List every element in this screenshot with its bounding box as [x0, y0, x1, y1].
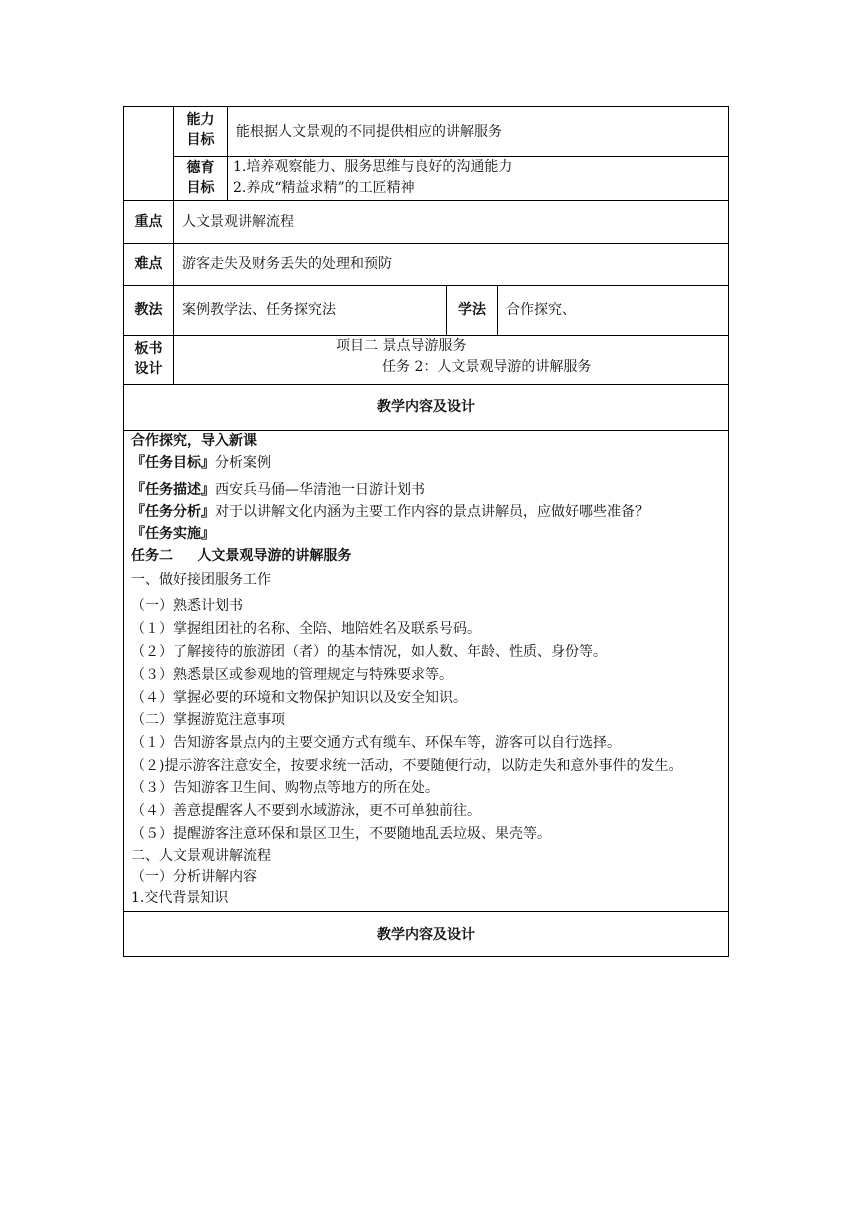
- table-border-right: [728, 106, 729, 957]
- table-border-top: [123, 106, 729, 107]
- content-line: （３）告知游客卫生间、购物点等地方的所在处。: [131, 780, 439, 796]
- content-line: （４）掌握必要的环境和文物保护知识以及安全知识。: [131, 690, 467, 706]
- ability-text: 能根据人文景观的不同提供相应的讲解服务: [236, 124, 502, 140]
- task-desc-line: [131, 480, 425, 500]
- key-label: 重点: [134, 214, 163, 230]
- section-header: 教学内容及设计: [377, 399, 475, 415]
- content-line: （１）告知游客景点内的主要交通方式有缆车、环保车等，游客可以自行选择。: [131, 735, 621, 751]
- section-header-2: 教学内容及设计: [377, 927, 475, 943]
- col-divider: [227, 106, 228, 201]
- table-border-bottom: [123, 956, 729, 957]
- teach-method-label: 教法: [134, 302, 163, 318]
- board-text-1: 项目二 景点导游服务: [336, 338, 467, 354]
- row-divider: [123, 200, 729, 201]
- board-text-2: 任务 2：人文景观导游的讲解服务: [382, 359, 592, 375]
- content-line: （４）善意提醒客人不要到水域游泳，更不可单独前往。: [131, 803, 481, 819]
- task-goal-tag: 『任务目标』: [131, 455, 215, 471]
- task-desc-tag: 『任务描述』: [131, 482, 215, 498]
- task-impl-tag: 『任务实施』: [131, 526, 215, 542]
- board-label: 板书 设计: [134, 341, 163, 377]
- content-line: （一）分析讲解内容: [131, 869, 257, 885]
- key-text: 人文景观讲解流程: [182, 214, 294, 230]
- content-line: （２）了解接待的旅游团（者）的基本情况，如人数、年龄、性质、身份等。: [131, 644, 607, 660]
- col-divider: [497, 285, 498, 336]
- task-impl-line: [131, 524, 215, 544]
- moral-label: 德育 目标: [186, 160, 215, 196]
- difficult-label: 难点: [134, 256, 163, 272]
- row-divider: [123, 285, 729, 286]
- content-line: （１）掌握组团社的名称、全陪、地陪姓名及联系号码。: [131, 621, 481, 637]
- content-line: （２)提示游客注意安全，按要求统一活动，不要随便行动，以防走失和意外事件的发生。: [131, 758, 683, 774]
- moral-text-2: 2.养成“精益求精”的工匠精神: [233, 180, 415, 196]
- task-analysis-text: 对于以讲解文化内涵为主要工作内容的景点讲解员，应做好哪些准备？: [215, 504, 649, 520]
- task-analysis-tag: 『任务分析』: [131, 504, 215, 520]
- task-desc-text: 西安兵马俑—华清池一日游计划书: [215, 482, 425, 498]
- row-divider: [123, 243, 729, 244]
- content-line: （３）熟悉景区或参观地的管理规定与特殊要求等。: [131, 667, 453, 683]
- task-analysis-line: [131, 502, 649, 522]
- content-line: （一）熟悉计划书: [131, 598, 243, 614]
- content-line: 二、人文景观讲解流程: [131, 848, 271, 864]
- row-divider: [123, 911, 729, 912]
- content-line: 一、做好接团服务工作: [131, 572, 271, 588]
- task-goal-text: 分析案例: [215, 455, 271, 471]
- learn-method-text: 合作探究、: [506, 302, 576, 318]
- task-title: 任务二 人文景观导游的讲解服务: [131, 548, 352, 564]
- teach-method-text: 案例教学法、任务探究法: [182, 302, 336, 318]
- content-line: （５）提醒游客注意环保和景区卫生，不要随地乱丢垃圾、果壳等。: [131, 826, 551, 842]
- moral-text-1: 1.培养观察能力、服务思维与良好的沟通能力: [233, 159, 513, 175]
- learn-method-label: 学法: [458, 302, 486, 318]
- ability-label: 能力 目标: [186, 112, 215, 148]
- difficult-text: 游客走失及财务丢失的处理和预防: [182, 256, 392, 272]
- row-divider: [123, 384, 729, 385]
- content-line: 1.交代背景知识: [131, 890, 229, 906]
- content-heading: 合作探究，导入新课: [131, 433, 257, 449]
- content-line: （二）掌握游览注意事项: [131, 712, 285, 728]
- table-border-left: [123, 106, 124, 957]
- task-goal-line: [131, 453, 271, 473]
